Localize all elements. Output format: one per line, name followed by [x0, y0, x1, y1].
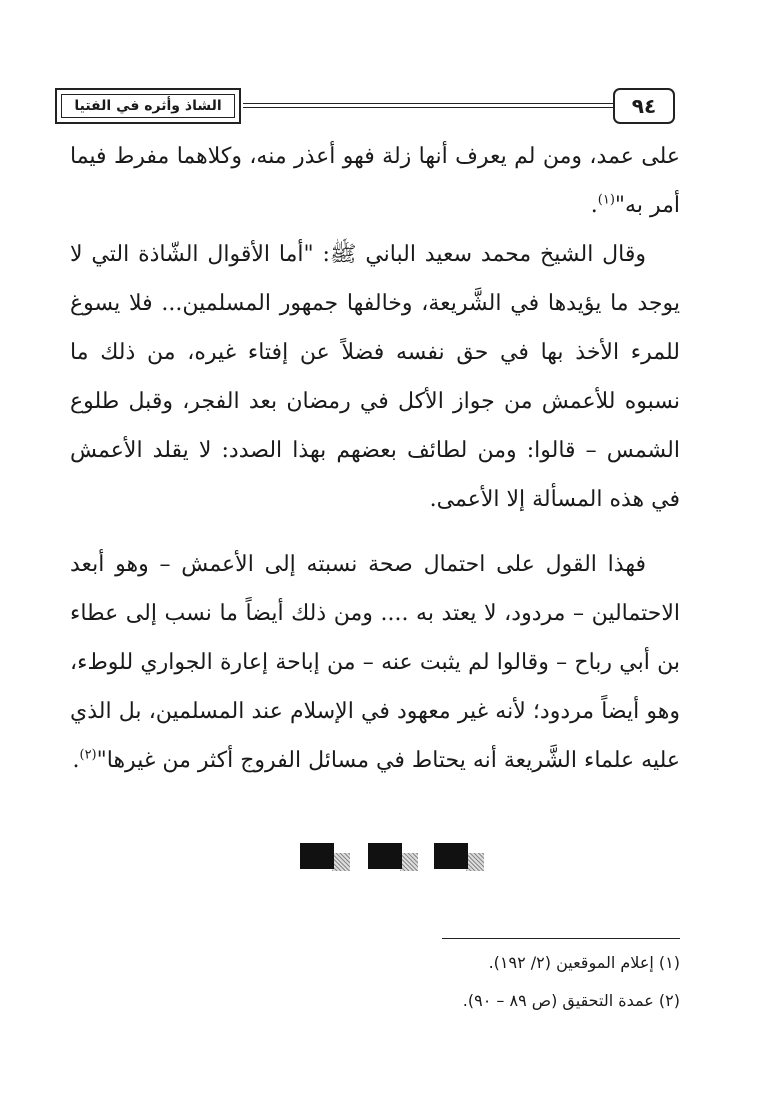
footnotes	[300, 944, 680, 1020]
paragraph-2: وقال الشيخ محمد سعيد الباني ﷺ: "أما الأقوال الشّاذة التي لا يوجد ما يؤيدها في الشَّريعة، وخالفها جمهور المسلمين... فلا يسوغ للمرء الأخذ بها في حق نفسه فضلاً عن إفتاء غيره، من ذلك ما نسبوه للأعمش من جواز الأكل في رمضان بعد الفجر، وقبل طلوع الشمس – قالوا: ومن لطائف بعضهم بهذا الصدد: لا يقلد الأعمش في هذه المسألة إلا الأعمى.	[70, 242, 680, 512]
ornament-shade	[332, 853, 350, 871]
page-header	[55, 86, 675, 126]
book-title-box	[55, 88, 241, 124]
header-rule	[243, 103, 613, 104]
section-ornament	[300, 843, 490, 871]
paragraph-3-end: .	[72, 748, 80, 773]
page-body	[70, 132, 680, 785]
header-rule-double	[243, 107, 613, 108]
footnote-ref-1: (١)	[597, 192, 615, 208]
ornament-block	[300, 843, 334, 869]
ornament-block	[434, 843, 468, 869]
footnote-1: (١) إعلام الموقعين (٢/ ١٩٢).	[488, 953, 680, 972]
ornament-shade	[466, 853, 484, 871]
paragraph-1	[70, 132, 680, 230]
paragraph-1-text: على عمد، ومن لم يعرف أنها زلة فهو أعذر منه، وكلاهما مفرط فيما أمر به"	[70, 144, 680, 218]
book-title: الشاذ وأثره في الفتيا	[61, 94, 235, 118]
footnote-2: (٢) عمدة التحقيق (ص ٨٩ – ٩٠).	[462, 991, 680, 1010]
ornament-block	[368, 843, 402, 869]
footnote-ref-2: (٢)	[79, 747, 97, 763]
ornament-shade	[400, 853, 418, 871]
paragraph-3	[70, 540, 680, 785]
paragraph-3-text: فهذا القول على احتمال صحة نسبته إلى الأعمش – وهو أبعد الاحتمالين – مردود، لا يعتد به .... ومن ذلك أيضاً ما نسب إلى عطاء بن أبي رباح – وقالوا لم يثبت عنه – من إباحة إعارة الجواري للوطء، وهو أيضاً مردود؛ لأنه غير معهود في الإسلام عند المسلمين، بل الذي عليه علماء الشَّريعة أنه يحتاط في مسائل الفروج أكثر من غيرها"	[70, 552, 680, 773]
paragraph-1-end: .	[590, 193, 598, 218]
page-number: ٩٤	[613, 88, 675, 124]
footnote-separator	[442, 938, 680, 939]
